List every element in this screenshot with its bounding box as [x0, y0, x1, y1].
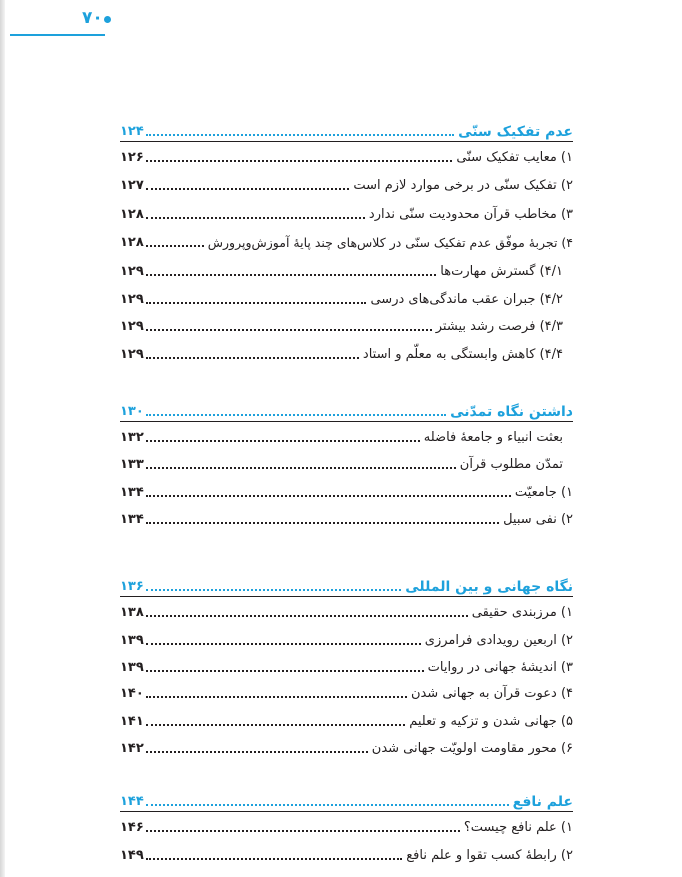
toc-entry[interactable]: [120, 627, 573, 649]
entry-title: ۲) تفکیک سنّی در برخی موارد لازم است: [353, 178, 573, 193]
entry-page: ۱۲۹: [120, 292, 144, 307]
entry-title: ۲) نفی سبیل: [503, 512, 573, 527]
leader-dots: [146, 245, 204, 247]
entry-page: ۱۲۷: [120, 178, 144, 193]
page-number: ۷۰: [82, 8, 103, 28]
entry-title: بعثت انبیاء و جامعهٔ فاضله: [423, 430, 563, 445]
entry-title: ۲) رابطهٔ کسب تقوا و علم نافع: [406, 848, 573, 863]
entry-page: ۱۳۳: [120, 457, 144, 472]
toc-entry[interactable]: [120, 201, 573, 223]
entry-page: ۱۲۹: [120, 264, 144, 279]
toc-entry[interactable]: [120, 599, 573, 621]
toc-entry[interactable]: [120, 842, 573, 864]
heading-title: عدم تفکیک سنّی: [458, 124, 573, 140]
leader-dots: [146, 160, 453, 162]
entry-page: ۱۴۲: [120, 741, 144, 756]
entry-page: ۱۴۶: [120, 820, 144, 835]
section-divider: [120, 811, 573, 812]
toc-entry[interactable]: [120, 172, 573, 194]
entry-page: ۱۲۸: [120, 207, 144, 222]
toc-entry[interactable]: [120, 313, 573, 335]
toc-entry[interactable]: [120, 506, 573, 528]
entry-title: ۲) اربعین رویدادی فرامرزی: [424, 633, 573, 648]
leader-dots: [146, 414, 446, 416]
page-number-dot: [104, 16, 111, 23]
leader-dots: [146, 589, 401, 591]
toc-heading[interactable]: [120, 573, 573, 595]
page-edge: [0, 0, 5, 877]
toc-entry[interactable]: [120, 451, 573, 473]
heading-title: علم نافع: [512, 794, 573, 810]
heading-title: داشتن نگاه تمدّنی: [450, 404, 573, 420]
leader-dots: [146, 134, 454, 136]
leader-dots: [146, 495, 511, 497]
leader-dots: [146, 329, 432, 331]
section-divider: [120, 421, 573, 422]
toc-heading[interactable]: [120, 398, 573, 420]
leader-dots: [146, 467, 456, 469]
entry-page: ۱۴۹: [120, 848, 144, 863]
heading-title: نگاه جهانی و بین المللی: [405, 579, 573, 595]
entry-page: ۱۲۹: [120, 347, 144, 362]
heading-page: ۱۴۴: [120, 794, 144, 809]
heading-page: ۱۲۴: [120, 124, 144, 139]
entry-title: ۴/۱) گسترش مهارت‌ها: [440, 264, 563, 279]
entry-title: ۱) جامعیّت: [514, 485, 573, 500]
entry-page: ۱۳۹: [120, 633, 144, 648]
leader-dots: [146, 858, 402, 860]
leader-dots: [146, 188, 350, 190]
toc-entry[interactable]: [120, 258, 573, 280]
toc-entry[interactable]: [120, 735, 573, 757]
entry-page: ۱۴۰: [120, 686, 144, 701]
toc-entry[interactable]: [120, 654, 573, 676]
heading-page: ۱۳۶: [120, 579, 144, 594]
leader-dots: [146, 302, 367, 304]
toc-entry[interactable]: [120, 814, 573, 836]
leader-dots: [146, 804, 509, 806]
entry-title: ۴) دعوت قرآن به جهانی شدن: [410, 686, 573, 701]
leader-dots: [146, 615, 468, 617]
leader-dots: [146, 643, 421, 645]
section-divider: [120, 596, 573, 597]
leader-dots: [146, 274, 436, 276]
entry-title: تمدّن مطلوب قرآن: [459, 457, 563, 472]
toc-entry[interactable]: [120, 341, 573, 363]
toc-entry[interactable]: [120, 229, 573, 251]
toc-entry[interactable]: [120, 708, 573, 730]
toc-entry[interactable]: [120, 680, 573, 702]
leader-dots: [146, 357, 359, 359]
section-divider: [120, 141, 573, 142]
entry-title: ۱) علم نافع چیست؟: [463, 820, 573, 835]
entry-page: ۱۳۸: [120, 605, 144, 620]
entry-title: ۴/۲) جبران عقب ماندگی‌های درسی: [370, 292, 563, 307]
entry-page: ۱۲۹: [120, 319, 144, 334]
leader-dots: [146, 217, 365, 219]
entry-page: ۱۲۸: [120, 235, 144, 250]
leader-dots: [146, 670, 424, 672]
entry-title: ۴/۴) کاهش وابستگی به معلّم و استاد: [362, 347, 563, 362]
leader-dots: [146, 440, 420, 442]
leader-dots: [146, 830, 460, 832]
entry-page: ۱۴۱: [120, 714, 144, 729]
entry-page: ۱۳۴: [120, 485, 144, 500]
entry-page: ۱۳۴: [120, 512, 144, 527]
heading-page: ۱۳۰: [120, 404, 144, 419]
leader-dots: [146, 696, 407, 698]
entry-title: ۱) معایب تفکیک سنّی: [456, 150, 573, 165]
entry-title: ۴/۳) فرصت رشد بیشتر: [435, 319, 563, 334]
toc-entry[interactable]: [120, 144, 573, 166]
entry-page: ۱۲۶: [120, 150, 144, 165]
toc-heading[interactable]: [120, 788, 573, 810]
entry-title: ۶) محور مقاومت اولویّت جهانی شدن: [371, 741, 573, 756]
toc-entry[interactable]: [120, 286, 573, 308]
leader-dots: [146, 751, 368, 753]
entry-page: ۱۳۹: [120, 660, 144, 675]
entry-title: ۴) تجربهٔ موفّق عدم تفکیک سنّی در کلاس‌های چند پایهٔ آموزش‌وپرورش: [207, 235, 573, 250]
toc-entry[interactable]: [120, 479, 573, 501]
entry-title: ۳) مخاطب قرآن محدودیت سنّی ندارد: [368, 207, 573, 222]
toc-entry[interactable]: [120, 424, 573, 446]
leader-dots: [146, 724, 405, 726]
entry-title: ۳) اندیشهٔ جهانی در روایات: [427, 660, 573, 675]
leader-dots: [146, 522, 499, 524]
toc-heading[interactable]: [120, 118, 573, 140]
entry-title: ۵) جهانی شدن و تزکیه و تعلیم: [409, 714, 573, 729]
entry-page: ۱۳۲: [120, 430, 144, 445]
entry-title: ۱) مرزبندی حقیقی: [471, 605, 573, 620]
header-rule: [10, 34, 105, 36]
